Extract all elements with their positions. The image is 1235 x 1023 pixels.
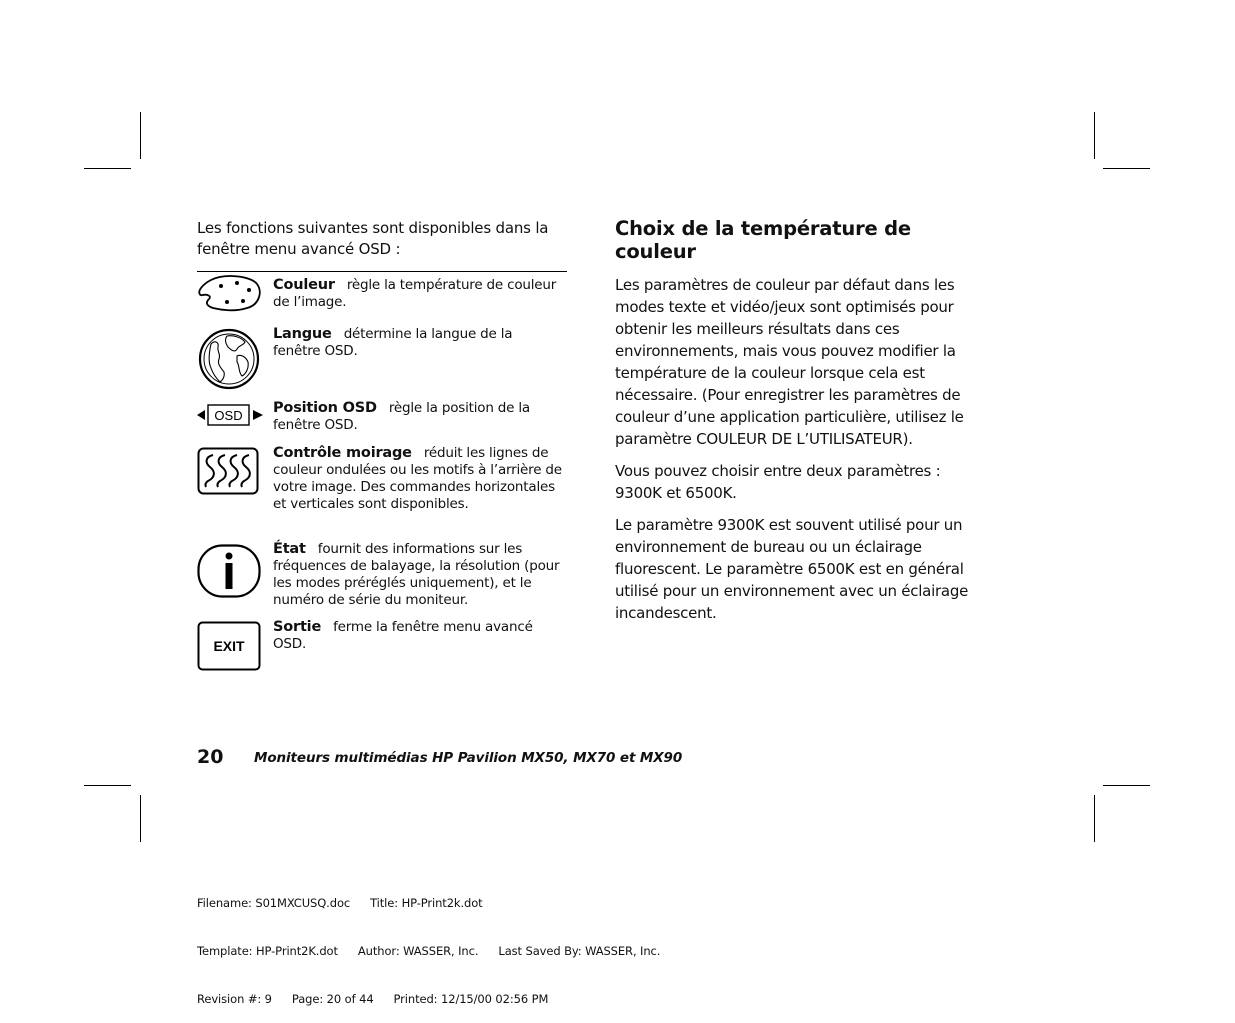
- docinfo-line: [197, 895, 680, 911]
- divider: [197, 271, 567, 272]
- item-term: Contrôle moirage: [273, 445, 412, 461]
- info-icon: [197, 544, 261, 602]
- docinfo-title: Title: HP-Print2k.dot: [370, 896, 483, 910]
- running-footer-title: Moniteurs multimédias HP Pavilion MX50, MX70 et MX90: [254, 750, 683, 766]
- docinfo-line: [197, 991, 680, 1007]
- item-description: fournit des informations sur les fréquences de balayage, la résolution (pour les modes préréglés uniquement), et le numéro de série du moniteur.: [273, 541, 560, 608]
- item-description: ferme la fenêtre menu avancé OSD.: [273, 619, 533, 652]
- crop-mark: [1103, 168, 1150, 169]
- crop-mark: [1094, 795, 1095, 842]
- item-text: [273, 277, 563, 311]
- exit-label: EXIT: [213, 638, 245, 654]
- exit-icon: [197, 621, 261, 675]
- section-heading: Choix de la température de couleur: [615, 217, 911, 263]
- item-text: [273, 619, 563, 653]
- section-paragraph: Le paramètre 9300K est souvent utilisé pour un environnement de bureau ou un éclairage fluorescent. Le paramètre 6500K est en général utilisé pour un environnement avec un éclairage incandescent.: [615, 516, 969, 622]
- globe-icon: [197, 328, 261, 394]
- docinfo-last-saved: Last Saved By: WASSER, Inc.: [498, 944, 661, 958]
- section-paragraph: Vous pouvez choisir entre deux paramètres : 9300K et 6500K.: [615, 462, 941, 502]
- item-description: règle la température de couleur de l’image.: [273, 277, 557, 310]
- docinfo-page: Page: 20 of 44: [291, 992, 374, 1006]
- item-description: réduit les lignes de couleur ondulées ou les motifs à l’arrière de votre image. Des commandes horizontales et verticales sont disponibles.: [273, 445, 562, 512]
- docinfo-revision: Revision #: 9: [197, 992, 272, 1006]
- item-description: détermine la langue de la fenêtre OSD.: [273, 326, 513, 359]
- docinfo-line: [197, 943, 680, 959]
- intro-text: Les fonctions suivantes sont disponibles dans la fenêtre menu avancé OSD :: [197, 219, 549, 258]
- item-description: règle la position de la fenêtre OSD.: [273, 400, 530, 433]
- page-number: 20: [197, 746, 224, 768]
- color-temperature-section: [615, 217, 985, 624]
- item-text: [273, 400, 563, 434]
- osd-functions-column: [197, 218, 567, 654]
- item-term: Sortie: [273, 619, 322, 635]
- docinfo-printed: Printed: 12/15/00 02:56 PM: [393, 992, 549, 1006]
- moire-icon: [197, 447, 259, 499]
- docinfo-author: Author: WASSER, Inc.: [357, 944, 479, 958]
- crop-mark: [84, 168, 131, 169]
- item-term: Langue: [273, 326, 332, 342]
- osd-label: OSD: [214, 408, 243, 423]
- item-text: [273, 326, 563, 360]
- item-term: Couleur: [273, 277, 335, 293]
- docinfo-template: Template: HP-Print2K.dot: [197, 944, 338, 958]
- crop-mark: [1103, 785, 1150, 786]
- docinfo-filename: Filename: S01MXCUSQ.doc: [197, 896, 351, 910]
- item-text: [273, 541, 563, 609]
- item-term: Position OSD: [273, 400, 377, 416]
- palette-icon: [197, 275, 263, 317]
- osd-position-icon: [197, 403, 263, 431]
- crop-mark: [1094, 112, 1095, 159]
- crop-mark: [84, 785, 131, 786]
- section-paragraph: Les paramètres de couleur par défaut dans les modes texte et vidéo/jeux sont optimisés pour obtenir les meilleurs résultats dans ces environnements, mais vous pouvez modifier la température de la couleur lorsque cela est nécessaire. (Pour enregistrer les paramètres de couleur d’une application particulière, utilisez le paramètre COULEUR DE L’UTILISATEUR).: [615, 276, 964, 448]
- document-info: [197, 863, 680, 1023]
- item-text: [273, 445, 563, 513]
- item-term: État: [273, 541, 306, 557]
- crop-mark: [140, 112, 141, 159]
- crop-mark: [140, 795, 141, 842]
